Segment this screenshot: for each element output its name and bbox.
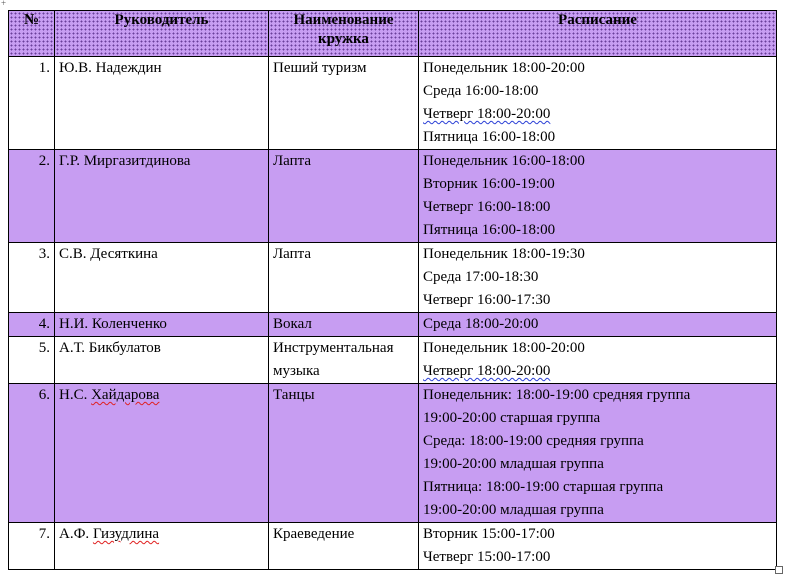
row-number[interactable]: 1. bbox=[9, 57, 55, 150]
schedule-cell[interactable] bbox=[419, 243, 777, 313]
table-resize-handle[interactable] bbox=[775, 566, 783, 574]
schedule-line: Четверг 15:00-17:00 bbox=[423, 549, 551, 565]
schedule-line: Среда 16:00-18:00 bbox=[423, 83, 539, 99]
schedule-line: Четверг 16:00-18:00 bbox=[423, 199, 551, 215]
club-cell[interactable]: Инструментальная музыка bbox=[269, 337, 419, 384]
schedule-cell[interactable] bbox=[419, 384, 777, 523]
leader-cell[interactable]: Г.Р. Миргазитдинова bbox=[55, 150, 269, 243]
schedule-line: Четверг 16:00-17:30 bbox=[423, 292, 551, 308]
table-row bbox=[9, 150, 777, 243]
schedule-cell[interactable] bbox=[419, 337, 777, 384]
schedule-line: Понедельник 18:00-20:00 bbox=[423, 60, 585, 76]
header-club-name[interactable]: Наименование кружка bbox=[269, 11, 419, 57]
schedule-line: Четверг 18:00-20:00 bbox=[423, 363, 551, 379]
table-move-handle-icon[interactable]: + bbox=[1, 0, 7, 8]
club-cell[interactable]: Вокал bbox=[269, 313, 419, 337]
schedule-line: Пятница 16:00-18:00 bbox=[423, 222, 556, 238]
schedule-cell[interactable] bbox=[419, 313, 777, 337]
schedule-line: Понедельник 18:00-20:00 bbox=[423, 340, 585, 356]
table-row bbox=[9, 523, 777, 570]
schedule-cell[interactable] bbox=[419, 523, 777, 570]
leader-cell[interactable] bbox=[55, 384, 269, 523]
club-cell[interactable]: Танцы bbox=[269, 384, 419, 523]
leader-cell[interactable]: С.В. Десяткина bbox=[55, 243, 269, 313]
leader-initials: Н.С. bbox=[59, 387, 88, 403]
schedule-line: Понедельник 18:00-19:30 bbox=[423, 246, 585, 262]
club-cell[interactable]: Лапта bbox=[269, 243, 419, 313]
club-cell[interactable]: Краеведение bbox=[269, 523, 419, 570]
schedule-line: Пятница: 18:00-19:00 старшая группа bbox=[423, 479, 664, 495]
schedule-line: Вторник 15:00-17:00 bbox=[423, 526, 555, 542]
table-row bbox=[9, 337, 777, 384]
schedule-cell[interactable] bbox=[419, 150, 777, 243]
leader-cell[interactable]: А.Т. Бикбулатов bbox=[55, 337, 269, 384]
row-number[interactable]: 7. bbox=[9, 523, 55, 570]
club-cell[interactable]: Пеший туризм bbox=[269, 57, 419, 150]
schedule-line: Среда: 18:00-19:00 средняя группа bbox=[423, 433, 644, 449]
row-number[interactable]: 3. bbox=[9, 243, 55, 313]
schedule-line: Четверг 18:00-20:00 bbox=[423, 106, 551, 122]
club-schedule-table bbox=[8, 10, 777, 570]
schedule-line: 19:00-20:00 младшая группа bbox=[423, 502, 604, 518]
table-row bbox=[9, 384, 777, 523]
leader-surname: Хайдарова bbox=[91, 387, 160, 403]
club-cell[interactable]: Лапта bbox=[269, 150, 419, 243]
leader-cell[interactable]: Н.И. Коленченко bbox=[55, 313, 269, 337]
row-number[interactable]: 4. bbox=[9, 313, 55, 337]
schedule-line: Среда 18:00-20:00 bbox=[423, 316, 539, 332]
schedule-cell[interactable] bbox=[419, 57, 777, 150]
leader-surname: Гизудлина bbox=[92, 526, 160, 542]
schedule-line: 19:00-20:00 младшая группа bbox=[423, 456, 604, 472]
row-number[interactable]: 6. bbox=[9, 384, 55, 523]
schedule-line: Среда 17:00-18:30 bbox=[423, 269, 539, 285]
leader-initials: А.Ф. bbox=[59, 526, 90, 542]
row-number[interactable]: 5. bbox=[9, 337, 55, 384]
row-number[interactable]: 2. bbox=[9, 150, 55, 243]
leader-cell[interactable] bbox=[55, 523, 269, 570]
header-leader[interactable]: Руководитель bbox=[55, 11, 269, 57]
leader-cell[interactable]: Ю.В. Надеждин bbox=[55, 57, 269, 150]
schedule-line: Понедельник 16:00-18:00 bbox=[423, 153, 585, 169]
schedule-line: 19:00-20:00 старшая группа bbox=[423, 410, 601, 426]
table-row bbox=[9, 313, 777, 337]
table-row bbox=[9, 57, 777, 150]
table-row bbox=[9, 243, 777, 313]
schedule-line: Понедельник: 18:00-19:00 средняя группа bbox=[423, 387, 691, 403]
header-schedule[interactable]: Расписание bbox=[419, 11, 777, 57]
header-number[interactable]: № bbox=[9, 11, 55, 57]
schedule-line: Вторник 16:00-19:00 bbox=[423, 176, 555, 192]
schedule-line: Пятница 16:00-18:00 bbox=[423, 129, 556, 145]
table-header-row bbox=[9, 11, 777, 57]
